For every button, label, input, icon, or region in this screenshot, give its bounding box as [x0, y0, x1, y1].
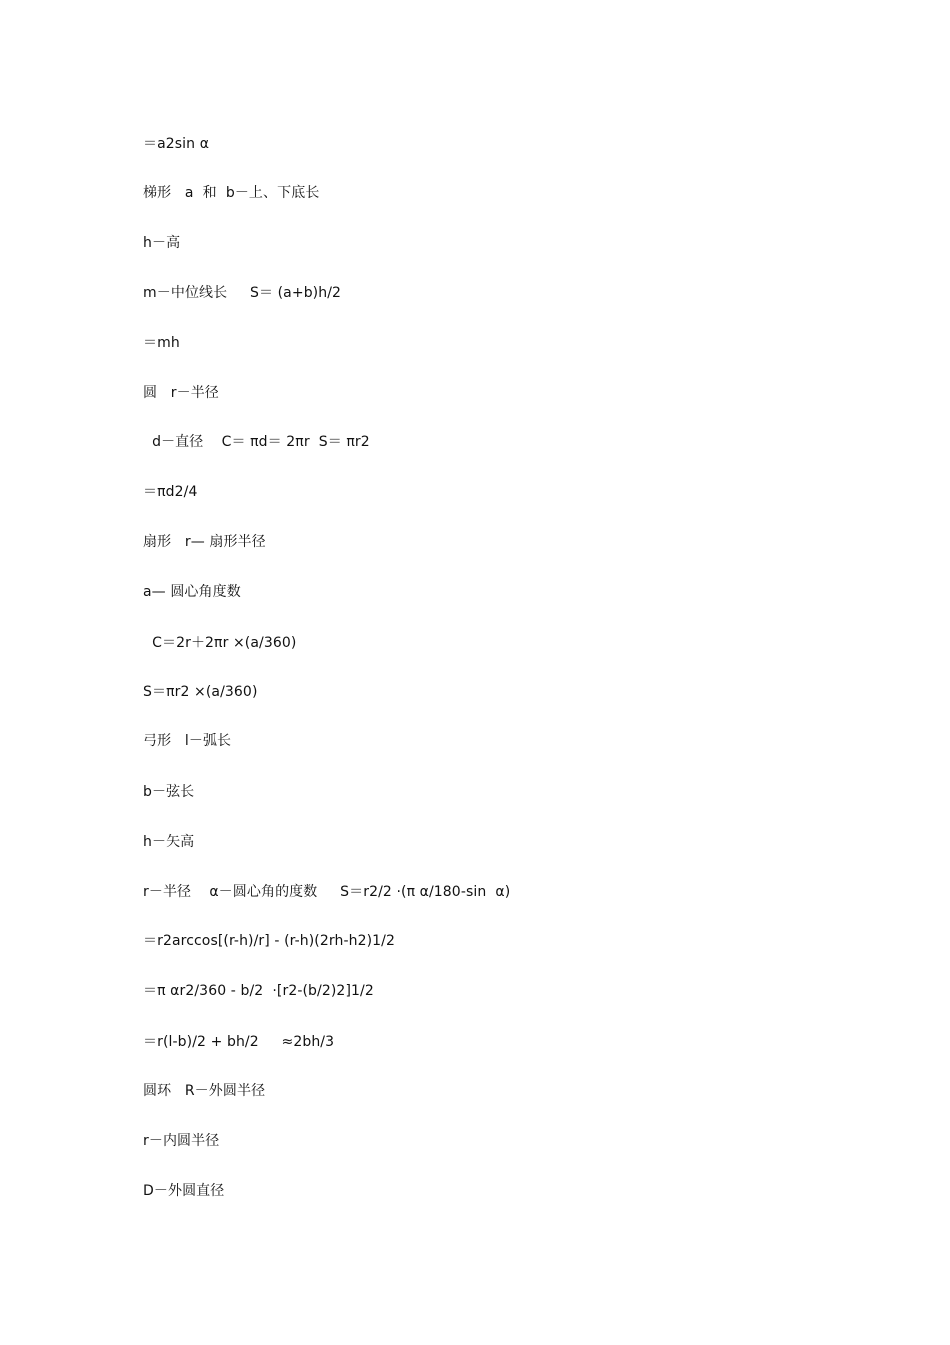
formula-line: r－半径 α－圆心角的度数 S＝r2/2 ·(π α/180-sin α) — [143, 884, 511, 900]
formula-line: a— 圆心角度数 — [143, 584, 241, 600]
formula-line: ＝mh — [143, 335, 180, 351]
formula-line: C＝2r＋2πr ×(a/360) — [143, 635, 297, 651]
formula-line: b－弦长 — [143, 784, 195, 800]
formula-line: d－直径 C＝ πd＝ 2πr S＝ πr2 — [143, 434, 370, 450]
formula-line: ＝π αr2/360 - b/2 ·[r2-(b/2)2]1/2 — [143, 983, 374, 999]
formula-line: 圆 r－半径 — [143, 385, 219, 401]
formula-line: 梯形 a 和 b－上、下底长 — [143, 185, 320, 201]
formula-line: 扇形 r— 扇形半径 — [143, 534, 266, 550]
formula-line: m－中位线长 S＝ (a+b)h/2 — [143, 285, 342, 301]
formula-line: D－外圆直径 — [143, 1183, 225, 1199]
formula-line: h－高 — [143, 235, 181, 251]
formula-line: ＝r(l-b)/2 + bh/2 ≈2bh/3 — [143, 1034, 335, 1050]
formula-line: h－矢高 — [143, 834, 195, 850]
formula-line: r－内圆半径 — [143, 1133, 220, 1149]
formula-line: ＝a2sin α — [143, 136, 210, 152]
formula-line: 圆环 R－外圆半径 — [143, 1083, 266, 1099]
formula-line: 弓形 l－弧长 — [143, 733, 232, 749]
formula-line: S＝πr2 ×(a/360) — [143, 684, 258, 700]
formula-line: ＝r2arccos[(r-h)/r] - (r-h)(2rh-h2)1/2 — [143, 933, 395, 949]
formula-line: ＝πd2/4 — [143, 484, 198, 500]
